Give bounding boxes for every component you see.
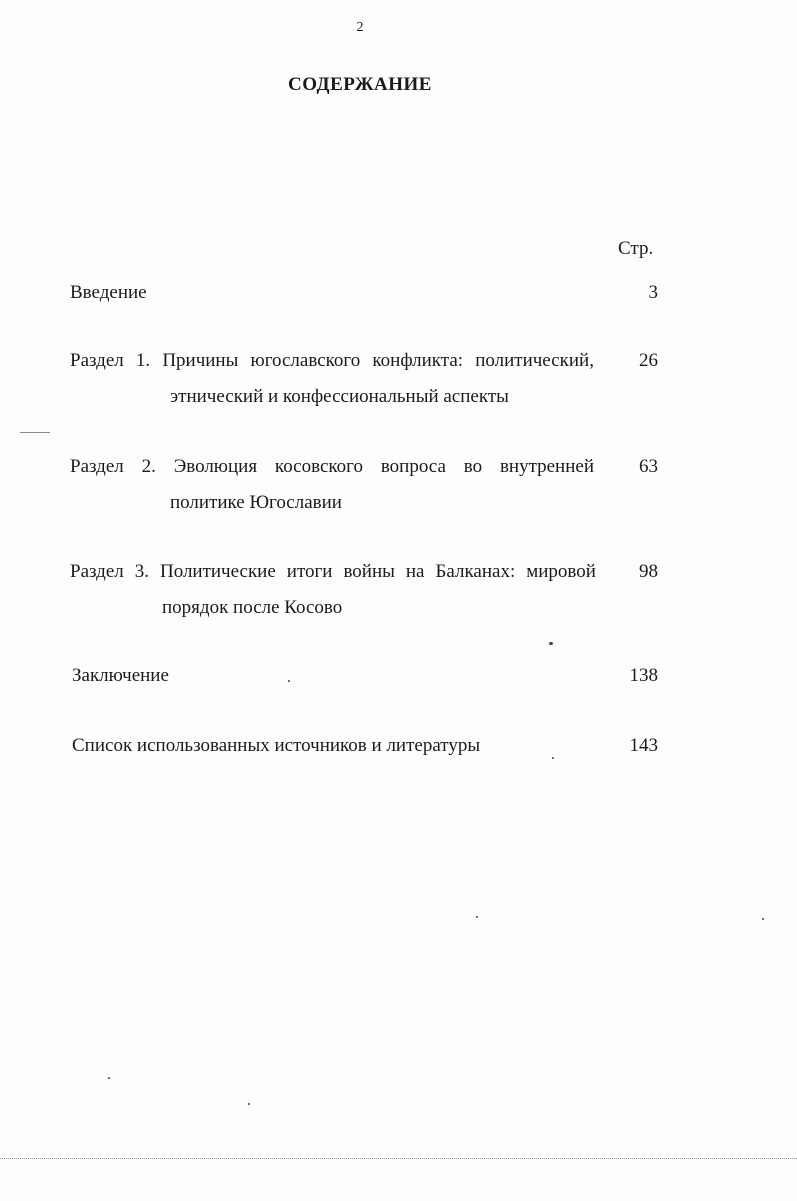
page-number: 2 bbox=[356, 20, 364, 35]
toc-entry-section-3 bbox=[70, 555, 660, 625]
toc-entry-bibliography bbox=[72, 729, 662, 763]
toc-entry-section-1 bbox=[70, 344, 660, 414]
page-column-label: Стр. bbox=[618, 238, 654, 259]
scan-speck bbox=[20, 432, 50, 433]
toc-entry-title-line2: порядок после Косово bbox=[162, 597, 343, 618]
toc-entry-title: Введение bbox=[70, 282, 147, 303]
toc-entry-title-line1: Раздел 1. Причины югославского конфликта: политический, bbox=[70, 350, 594, 371]
toc-entry-page: 138 bbox=[629, 665, 658, 686]
toc-entry-title: Список использованных источников и литературы bbox=[72, 735, 481, 756]
toc-entry-page: 63 bbox=[639, 456, 658, 477]
toc-entry-title-line1: Раздел 3. Политические итоги войны на Балканах: мировой bbox=[70, 561, 596, 582]
toc-entry-introduction bbox=[70, 276, 660, 310]
toc-entry-page: 26 bbox=[639, 350, 658, 371]
scan-speck bbox=[108, 1077, 110, 1079]
page-title: СОДЕРЖАНИЕ bbox=[288, 74, 432, 95]
toc-entry-title-line1: Раздел 2. Эволюция косовского вопроса во внутренней bbox=[70, 456, 594, 477]
toc-entry-title: Заключение bbox=[72, 665, 169, 686]
toc-entry-conclusion bbox=[72, 659, 662, 693]
toc-entry-title-line2: этнический и конфессиональный аспекты bbox=[170, 386, 509, 407]
scan-speck bbox=[762, 918, 764, 920]
scan-speck bbox=[549, 642, 553, 645]
scan-edge-line bbox=[0, 1158, 797, 1159]
scan-speck bbox=[248, 1103, 250, 1105]
toc-entry-title-line2: политике Югославии bbox=[170, 492, 342, 513]
scan-speck bbox=[552, 757, 554, 759]
scan-speck bbox=[476, 916, 478, 918]
scan-speck bbox=[288, 680, 290, 682]
toc-entry-page: 143 bbox=[629, 735, 658, 756]
toc-entry-page: 3 bbox=[648, 282, 658, 303]
toc-entry-section-2 bbox=[70, 450, 660, 520]
toc-entry-page: 98 bbox=[639, 561, 658, 582]
